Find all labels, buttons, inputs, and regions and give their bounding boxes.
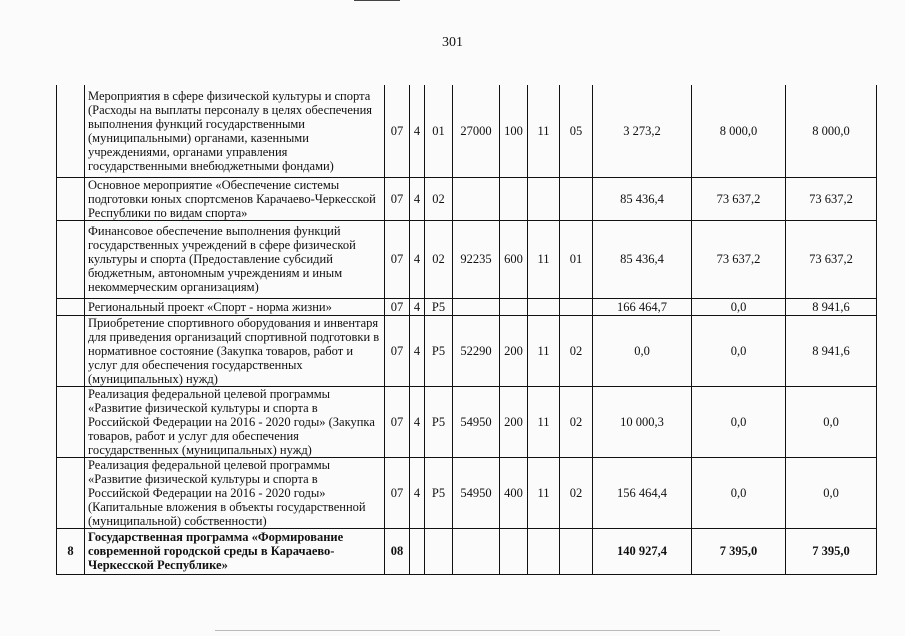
code-subchapter bbox=[560, 528, 593, 574]
table-row bbox=[57, 85, 877, 177]
code-chapter bbox=[528, 528, 560, 574]
row-name: Реализация федеральной целевой программы «Развитие физической культуры и спорта в Российской Федерации на 2016 - 2020 годы» (Капитальные вложения в объекты государственной (муниципальной) собственности) bbox=[85, 457, 385, 528]
amount-year-3: 8 000,0 bbox=[786, 85, 877, 177]
amount-year-1: 10 000,3 bbox=[593, 386, 692, 457]
amount-year-3: 8 941,6 bbox=[786, 315, 877, 386]
table-row bbox=[57, 177, 877, 220]
table-row bbox=[57, 315, 877, 386]
row-name: Реализация федеральной целевой программы «Развитие физической культуры и спорта в Российской Федерации на 2016 - 2020 годы» (Закупка товаров, работ и услуг для обеспечения государственных (муниципальных) нужд) bbox=[85, 386, 385, 457]
code-expense-type: 400 bbox=[500, 457, 528, 528]
row-name: Региональный проект «Спорт - норма жизни» bbox=[85, 298, 385, 315]
amount-year-1: 85 436,4 bbox=[593, 177, 692, 220]
code-direction: 92235 bbox=[453, 220, 500, 298]
code-expense-type bbox=[500, 298, 528, 315]
code-direction bbox=[453, 528, 500, 574]
code-subprogram: 4 bbox=[410, 177, 425, 220]
row-number bbox=[57, 315, 85, 386]
code-direction: 52290 bbox=[453, 315, 500, 386]
table-row bbox=[57, 220, 877, 298]
code-subprogram: 4 bbox=[410, 386, 425, 457]
amount-year-2: 8 000,0 bbox=[692, 85, 786, 177]
code-section: 08 bbox=[385, 528, 410, 574]
code-subprogram: 4 bbox=[410, 220, 425, 298]
amount-year-2: 0,0 bbox=[692, 457, 786, 528]
amount-year-1: 0,0 bbox=[593, 315, 692, 386]
code-chapter bbox=[528, 298, 560, 315]
amount-year-2: 0,0 bbox=[692, 298, 786, 315]
row-number bbox=[57, 298, 85, 315]
code-subchapter: 02 bbox=[560, 386, 593, 457]
code-subchapter bbox=[560, 298, 593, 315]
row-number bbox=[57, 177, 85, 220]
code-direction: 54950 bbox=[453, 457, 500, 528]
code-subprogram bbox=[410, 528, 425, 574]
table-row bbox=[57, 528, 877, 574]
row-name: Государственная программа «Формирование современной городской среды в Карачаево-Черкесской Республике» bbox=[85, 528, 385, 574]
row-name: Основное мероприятие «Обеспечение системы подготовки юных спортсменов Карачаево-Черкесской Республики по видам спорта» bbox=[85, 177, 385, 220]
code-subprogram: 4 bbox=[410, 298, 425, 315]
code-event: 02 bbox=[425, 177, 453, 220]
amount-year-3: 8 941,6 bbox=[786, 298, 877, 315]
code-chapter: 11 bbox=[528, 386, 560, 457]
code-section: 07 bbox=[385, 298, 410, 315]
amount-year-1: 140 927,4 bbox=[593, 528, 692, 574]
code-direction: 54950 bbox=[453, 386, 500, 457]
code-expense-type: 200 bbox=[500, 386, 528, 457]
amount-year-1: 85 436,4 bbox=[593, 220, 692, 298]
code-section: 07 bbox=[385, 220, 410, 298]
code-expense-type: 100 bbox=[500, 85, 528, 177]
table-row bbox=[57, 298, 877, 315]
code-subchapter bbox=[560, 177, 593, 220]
amount-year-2: 0,0 bbox=[692, 315, 786, 386]
code-expense-type: 600 bbox=[500, 220, 528, 298]
table-row bbox=[57, 386, 877, 457]
code-chapter bbox=[528, 177, 560, 220]
code-subprogram: 4 bbox=[410, 315, 425, 386]
code-subchapter: 05 bbox=[560, 85, 593, 177]
amount-year-3: 73 637,2 bbox=[786, 220, 877, 298]
code-direction bbox=[453, 177, 500, 220]
row-name: Приобретение спортивного оборудования и инвентаря для приведения организаций спортивной подготовки в нормативное состояние (Закупка товаров, работ и услуг для обеспечения государственных (муниципальных) нужд) bbox=[85, 315, 385, 386]
code-expense-type bbox=[500, 177, 528, 220]
amount-year-3: 7 395,0 bbox=[786, 528, 877, 574]
row-name: Финансовое обеспечение выполнения функций государственных учреждений в сфере физической культуры и спорта (Предоставление субсидий бюджетным, автономным учреждениям и иным некоммерческим организациям) bbox=[85, 220, 385, 298]
code-direction: 27000 bbox=[453, 85, 500, 177]
amount-year-2: 73 637,2 bbox=[692, 220, 786, 298]
budget-table bbox=[56, 85, 877, 575]
code-event: P5 bbox=[425, 386, 453, 457]
amount-year-3: 73 637,2 bbox=[786, 177, 877, 220]
code-subchapter: 01 bbox=[560, 220, 593, 298]
code-event: P5 bbox=[425, 457, 453, 528]
amount-year-2: 7 395,0 bbox=[692, 528, 786, 574]
code-section: 07 bbox=[385, 177, 410, 220]
bottom-rule bbox=[215, 630, 720, 631]
amount-year-1: 156 464,4 bbox=[593, 457, 692, 528]
code-expense-type bbox=[500, 528, 528, 574]
code-subchapter: 02 bbox=[560, 315, 593, 386]
code-subchapter: 02 bbox=[560, 457, 593, 528]
row-number bbox=[57, 85, 85, 177]
row-number bbox=[57, 457, 85, 528]
row-name: Мероприятия в сфере физической культуры и спорта (Расходы на выплаты персоналу в целях обеспечения выполнения функций государственными (муниципальными) органами, казенными учреждениями, органами управления государственными внебюджетными фондами) bbox=[85, 85, 385, 177]
code-section: 07 bbox=[385, 457, 410, 528]
top-rule bbox=[354, 0, 400, 1]
page-number: 301 bbox=[442, 35, 463, 50]
row-number: 8 bbox=[57, 528, 85, 574]
code-section: 07 bbox=[385, 386, 410, 457]
code-event bbox=[425, 528, 453, 574]
amount-year-2: 0,0 bbox=[692, 386, 786, 457]
amount-year-1: 166 464,7 bbox=[593, 298, 692, 315]
code-expense-type: 200 bbox=[500, 315, 528, 386]
code-event: 02 bbox=[425, 220, 453, 298]
code-event: P5 bbox=[425, 298, 453, 315]
code-chapter: 11 bbox=[528, 220, 560, 298]
code-direction bbox=[453, 298, 500, 315]
amount-year-3: 0,0 bbox=[786, 386, 877, 457]
amount-year-3: 0,0 bbox=[786, 457, 877, 528]
row-number bbox=[57, 220, 85, 298]
code-subprogram: 4 bbox=[410, 85, 425, 177]
code-subprogram: 4 bbox=[410, 457, 425, 528]
table-body bbox=[57, 85, 877, 574]
table-row bbox=[57, 457, 877, 528]
code-chapter: 11 bbox=[528, 457, 560, 528]
code-chapter: 11 bbox=[528, 85, 560, 177]
code-event: P5 bbox=[425, 315, 453, 386]
row-number bbox=[57, 386, 85, 457]
code-section: 07 bbox=[385, 315, 410, 386]
amount-year-2: 73 637,2 bbox=[692, 177, 786, 220]
amount-year-1: 3 273,2 bbox=[593, 85, 692, 177]
code-chapter: 11 bbox=[528, 315, 560, 386]
code-section: 07 bbox=[385, 85, 410, 177]
code-event: 01 bbox=[425, 85, 453, 177]
